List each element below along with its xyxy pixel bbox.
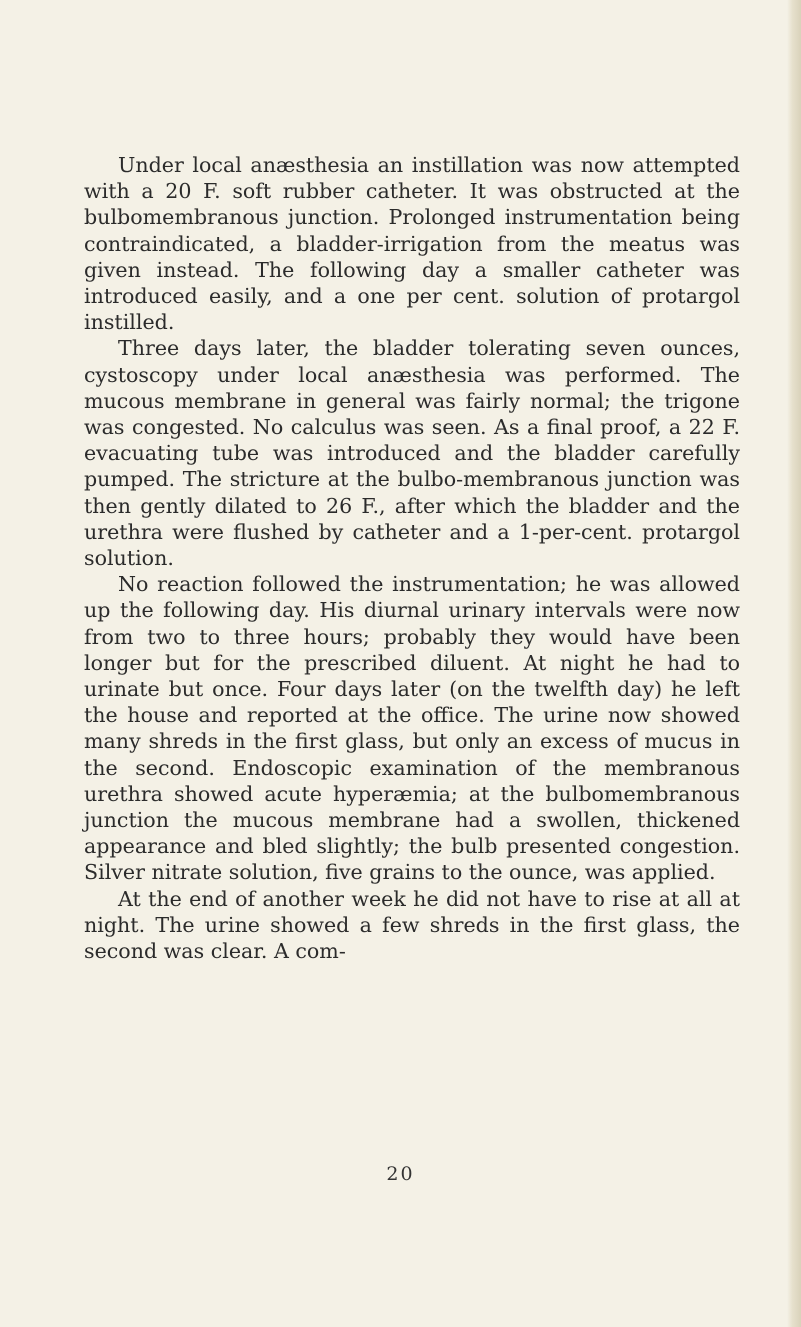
page-edge-shadow bbox=[787, 0, 801, 1327]
paragraph-2: Three days later, the bladder tolerating seven ounces, cystoscopy under local anæsthesia was performed. The mucous membrane in general was fairly normal; the trigone was congested. No calculus was seen. As a final proof, a 22 F. evacuating tube was introduced and the bladder carefully pumped. The stricture at the bulbo-membranous junction was then gently dilated to 26 F., after which the bladder and the urethra were flushed by catheter and a 1-per-cent. protargol solution. bbox=[84, 336, 740, 571]
page-number: 20 bbox=[386, 1163, 415, 1185]
paragraph-3: No reaction followed the instrumentation; he was allowed up the following day. His diurnal urinary intervals were now from two to three hours; probably they would have been longer but for the prescribed diluent. At night he had to urinate but once. Four days later (on the twelfth day) he left the house and reported at the office. The urine now showed many shreds in the first glass, but only an excess of mucus in the second. Endoscopic examination of the membranous urethra showed acute hyperæmia; at the bulbomembranous junction the mucous membrane had a swollen, thickened appearance and bled slightly; the bulb presented congestion. Silver nitrate solution, five grains to the ounce, was applied. bbox=[84, 572, 740, 885]
page-body bbox=[84, 152, 740, 964]
paragraph-4: At the end of another week he did not have to rise at all at night. The urine showed a few shreds in the first glass, the second was clear. A com- bbox=[84, 886, 740, 964]
paragraph-1: Under local anæsthesia an instillation was now attempted with a 20 F. soft rubber catheter. It was obstructed at the bulbomembranous junction. Prolonged instrumentation being contraindicated, a bladder-irrigation from the meatus was given instead. The following day a smaller catheter was introduced easily, and a one per cent. solution of protargol instilled. bbox=[84, 153, 740, 335]
